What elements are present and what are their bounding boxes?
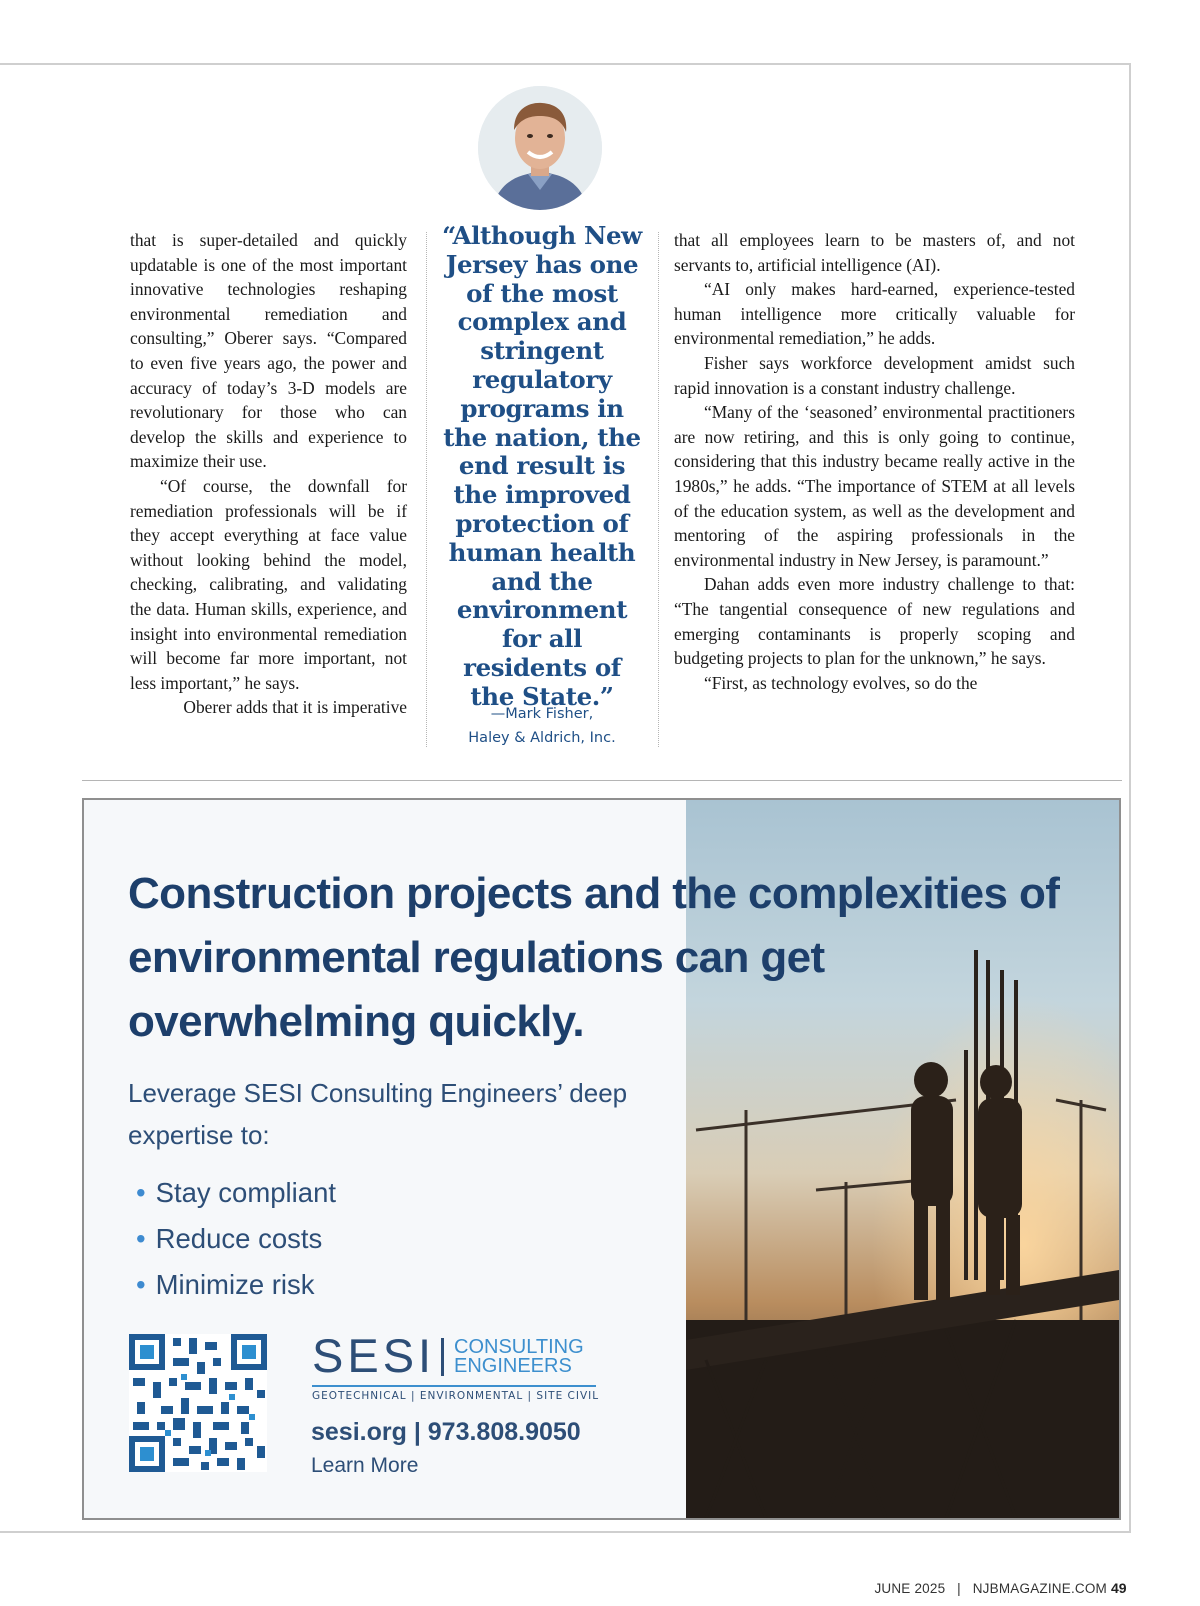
learn-more-link[interactable]: Learn More — [311, 1454, 419, 1477]
footer-site[interactable]: NJBMAGAZINE.COM — [972, 1581, 1107, 1596]
footer-separator: | — [957, 1581, 961, 1596]
article-paragraph: “AI only makes hard-earned, experience-tested human intelligence more critically valuable for environmental remediation,” he adds. — [674, 279, 1075, 349]
ad-lead-text: Leverage SESI Consulting Engineers’ deep expertise to: — [128, 1078, 628, 1150]
sesi-contact-link[interactable]: sesi.org | 973.808.9050 — [311, 1418, 581, 1446]
article-paragraph: that all employees learn to be masters of, and not servants to, artificial intelligence (AI). — [674, 230, 1075, 275]
bullet-icon: • — [136, 1269, 146, 1300]
logo-underline — [312, 1385, 596, 1387]
article-paragraph: that is super-detailed and quickly updatable is one of the most important innovative technologies reshaping environmental remediation and consulting,” Oberer says. “Compared to even five years ago, the power and accuracy of today’s 3-D models are revolutionary for those who can develop the skills and experience to maximize their use. — [130, 230, 407, 472]
sesi-logo-subtitle: CONSULTING ENGINEERS — [454, 1336, 584, 1377]
bullet-icon: • — [136, 1177, 146, 1208]
attribution-company: Haley & Aldrich, Inc. — [468, 730, 616, 746]
footer-issue: JUNE 2025 — [874, 1581, 946, 1596]
column-divider — [658, 232, 659, 747]
article-right-column — [674, 228, 1075, 695]
pull-quote-attribution — [440, 702, 644, 750]
article-paragraph: Dahan adds even more industry challenge to that: “The tangential consequence of new regulations and emerging contaminants is properly scoping and budgeting projects to plan for the unknown,” he says. — [674, 574, 1075, 669]
ad-benefits-list — [136, 1170, 336, 1308]
article-paragraph: Oberer adds that it is imperative — [183, 697, 407, 718]
pull-quote: “Although New Jersey has one of the most complex and stringent regulatory programs in the nation, the end result is the improved protection of human health and the environment for all residents of the State.” — [442, 221, 642, 711]
article-paragraph: “Of course, the downfall for remediation professionals will be if they accept everything at face value without looking behind the model, checking, calibrating, and validating the data. Human skills, experience, and insight into environmental remediation will become far more important, not less important,” he says. — [130, 475, 407, 693]
article-paragraph: Fisher says workforce development amidst such rapid innovation is a constant industry challenge. — [674, 352, 1075, 398]
section-divider — [82, 780, 1122, 781]
article-paragraph: “Many of the ‘seasoned’ environmental practitioners are now retiring, and this is only going to continue, considering that this industry became really active in the 1980s,” he adds. “The importance of STEM at all levels of the education system, as well as the development and mentoring of the aspiring professionals in the environmental industry in New Jersey, is paramount.” — [674, 402, 1075, 570]
sesi-logo-wordmark: SESI — [312, 1329, 436, 1382]
page-footer — [874, 1581, 1107, 1596]
sesi-tagline: GEOTECHNICAL | ENVIRONMENTAL | SITE CIVIL — [312, 1390, 600, 1402]
column-divider — [426, 232, 427, 747]
attribution-name: —Mark Fisher, — [490, 706, 594, 722]
list-item: • Reduce costs — [136, 1223, 323, 1254]
logo-divider — [441, 1338, 444, 1376]
sesi-advertisement[interactable] — [82, 798, 1121, 1520]
article-paragraph: “First, as technology evolves, so do the — [704, 672, 978, 693]
article-left-column — [130, 228, 407, 720]
qr-code-icon[interactable] — [129, 1334, 267, 1472]
page-number: 49 — [1111, 1580, 1127, 1596]
ad-headline: Construction projects and the complexities of environmental regulations can get overwhelming quickly. — [128, 869, 1060, 1046]
portrait-photo — [478, 86, 602, 210]
list-item: • Stay compliant — [136, 1177, 337, 1208]
bullet-icon: • — [136, 1223, 146, 1254]
list-item: • Minimize risk — [136, 1269, 315, 1300]
